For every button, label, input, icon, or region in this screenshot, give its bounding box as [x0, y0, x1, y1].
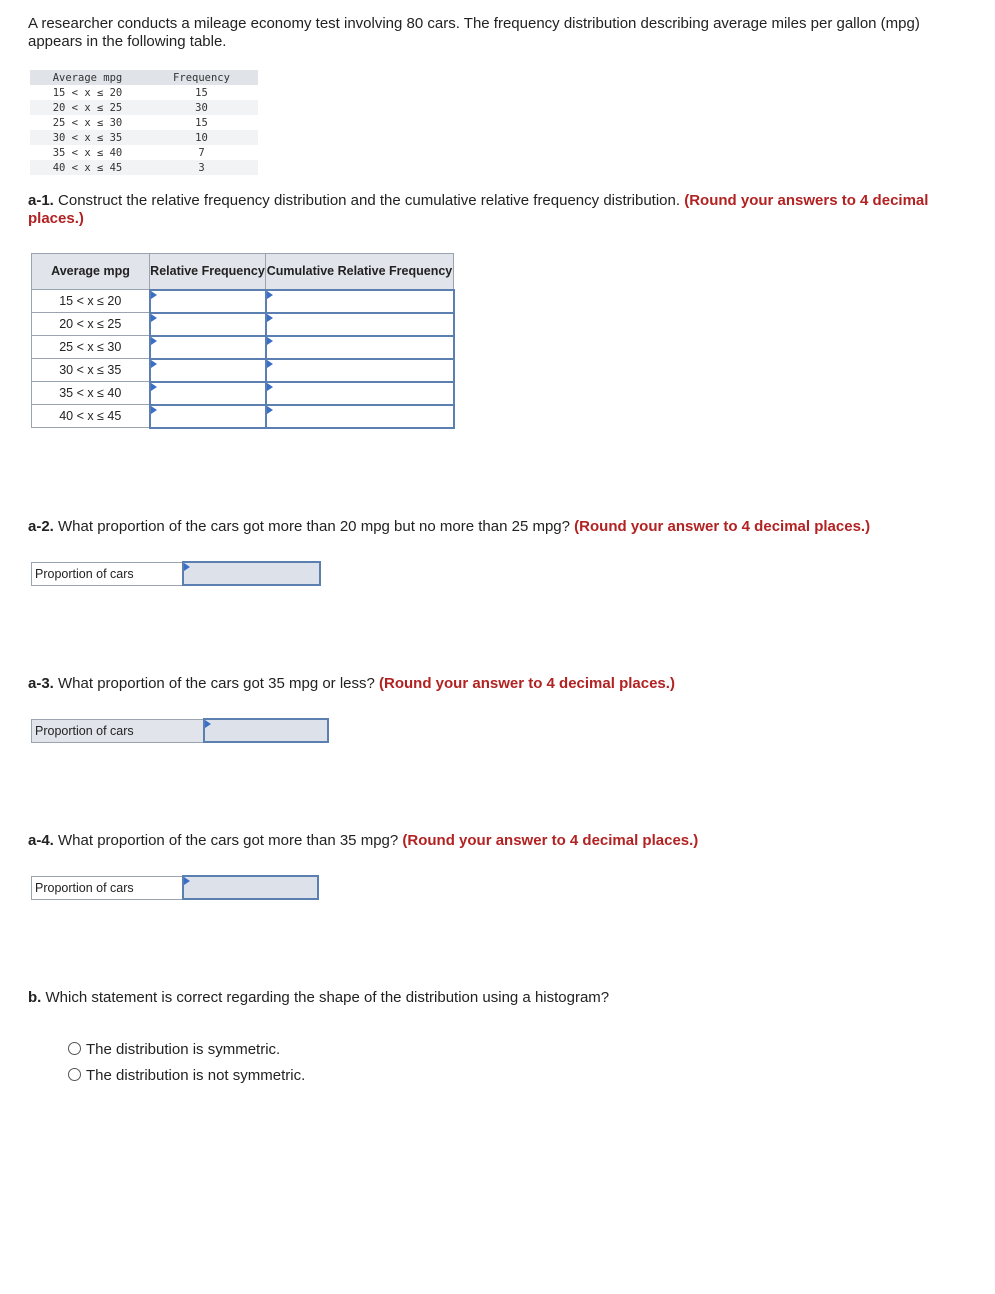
input-flag-icon: [151, 360, 157, 368]
question-a4-label: a-4.: [28, 832, 54, 849]
answer-box-a2: [31, 561, 321, 586]
given-interval: 30 < x ≤ 35: [30, 130, 145, 145]
question-a3: [28, 675, 973, 693]
input-flag-icon: [151, 314, 157, 322]
given-frequency: 15: [195, 86, 208, 99]
relative-frequency-input[interactable]: [150, 290, 266, 313]
table-row: [30, 100, 258, 115]
answer-box-a3: [31, 718, 329, 743]
radio-button[interactable]: [68, 1042, 81, 1055]
proportion-input[interactable]: [183, 562, 320, 585]
interval-label: 40 < x ≤ 45: [32, 405, 150, 428]
question-a1-round: (Round your answers to 4 decimal places.): [28, 192, 929, 227]
relative-frequency-input[interactable]: [150, 359, 266, 382]
input-flag-icon: [151, 383, 157, 391]
table-row: [32, 290, 454, 313]
question-b-label: b.: [28, 989, 42, 1006]
question-a3-round: (Round your answer to 4 decimal places.): [379, 675, 675, 692]
table-row: [30, 160, 258, 175]
proportion-input[interactable]: [183, 876, 318, 899]
input-flag-icon: [184, 877, 190, 885]
given-frequency: 15: [195, 116, 208, 129]
relative-frequency-input[interactable]: [150, 405, 266, 428]
given-header-mpg: Average mpg: [30, 70, 145, 85]
given-interval: 20 < x ≤ 25: [30, 100, 145, 115]
given-frequency: 3: [145, 160, 258, 175]
question-a2: [28, 518, 973, 536]
table-row: [30, 145, 258, 160]
input-flag-icon: [205, 720, 211, 728]
input-flag-icon: [184, 563, 190, 571]
option-label: The distribution is symmetric.: [86, 1041, 281, 1058]
proportion-label: Proportion of cars: [32, 876, 184, 899]
proportion-label: Proportion of cars: [32, 562, 184, 585]
input-flag-icon: [267, 314, 273, 322]
given-header-frequency: Frequency: [145, 70, 258, 85]
relative-frequency-input[interactable]: [150, 382, 266, 405]
given-interval: 25 < x ≤ 30: [52, 116, 123, 129]
table-row: [32, 382, 454, 405]
question-a2-text: What proportion of the cars got more than 20 mpg but no more than 25 mpg?: [53, 518, 575, 535]
input-flag-icon: [267, 406, 273, 414]
given-frequency: 30: [145, 100, 258, 115]
cumulative-frequency-input[interactable]: [266, 336, 454, 359]
option-symmetric[interactable]: [68, 1041, 280, 1059]
question-a4-text: What proportion of the cars got more than 35 mpg?: [53, 832, 403, 849]
input-flag-icon: [267, 337, 273, 345]
question-a3-text: What proportion of the cars got 35 mpg or less?: [53, 675, 380, 692]
proportion-label: Proportion of cars: [32, 719, 205, 742]
proportion-input[interactable]: [204, 719, 328, 742]
cumulative-frequency-input[interactable]: [266, 382, 454, 405]
input-flag-icon: [151, 406, 157, 414]
cumulative-frequency-input[interactable]: [266, 290, 454, 313]
interval-label: 35 < x ≤ 40: [32, 382, 150, 405]
interval-label: 25 < x ≤ 30: [32, 336, 150, 359]
interval-label: 15 < x ≤ 20: [32, 290, 150, 313]
table-row: [30, 115, 258, 130]
interval-label: 30 < x ≤ 35: [32, 359, 150, 382]
given-frequency: 7: [198, 146, 205, 159]
given-interval: 15 < x ≤ 20: [52, 86, 123, 99]
input-flag-icon: [267, 360, 273, 368]
intro-text: A researcher conducts a mileage economy test involving 80 cars. The frequency distribution describing average miles per gallon (mpg) appears in the following table.: [28, 15, 920, 50]
header-relative-frequency: Relative Frequency: [150, 254, 266, 290]
interval-label: 20 < x ≤ 25: [32, 313, 150, 336]
question-a3-label: a-3.: [28, 675, 54, 692]
question-a1: [28, 192, 973, 228]
option-not-symmetric[interactable]: [68, 1067, 305, 1085]
input-flag-icon: [151, 337, 157, 345]
table-row: [32, 313, 454, 336]
given-frequency-table: [30, 70, 258, 175]
question-a2-round: (Round your answer to 4 decimal places.): [574, 518, 871, 535]
question-b-text: Which statement is correct regarding the shape of the distribution using a histogram?: [41, 989, 610, 1006]
given-frequency: 10: [145, 130, 258, 145]
table-row: [32, 359, 454, 382]
question-a4: [28, 832, 973, 850]
answer-table: [31, 253, 455, 429]
table-row: [30, 85, 258, 100]
answer-box-a4: [31, 875, 319, 900]
table-row: [32, 336, 454, 359]
question-a4-round: (Round your answer to 4 decimal places.): [402, 832, 699, 849]
question-b: [28, 989, 973, 1007]
table-row: [30, 130, 258, 145]
header-average-mpg: Average mpg: [32, 254, 150, 290]
cumulative-frequency-input[interactable]: [266, 405, 454, 428]
question-a1-label: a-1.: [28, 192, 54, 209]
header-cumulative-relative-frequency: Cumulative Relative Frequency: [266, 254, 454, 290]
cumulative-frequency-input[interactable]: [266, 359, 454, 382]
given-interval: 35 < x ≤ 40: [52, 146, 123, 159]
input-flag-icon: [151, 291, 157, 299]
given-interval: 40 < x ≤ 45: [30, 160, 145, 175]
radio-button[interactable]: [68, 1068, 81, 1081]
question-a2-label: a-2.: [28, 518, 54, 535]
question-a1-text: Construct the relative frequency distribution and the cumulative relative frequency distribution.: [53, 192, 685, 209]
relative-frequency-input[interactable]: [150, 336, 266, 359]
relative-frequency-input[interactable]: [150, 313, 266, 336]
input-flag-icon: [267, 383, 273, 391]
option-label: The distribution is not symmetric.: [86, 1067, 306, 1084]
input-flag-icon: [267, 291, 273, 299]
cumulative-frequency-input[interactable]: [266, 313, 454, 336]
table-row: [32, 405, 454, 428]
